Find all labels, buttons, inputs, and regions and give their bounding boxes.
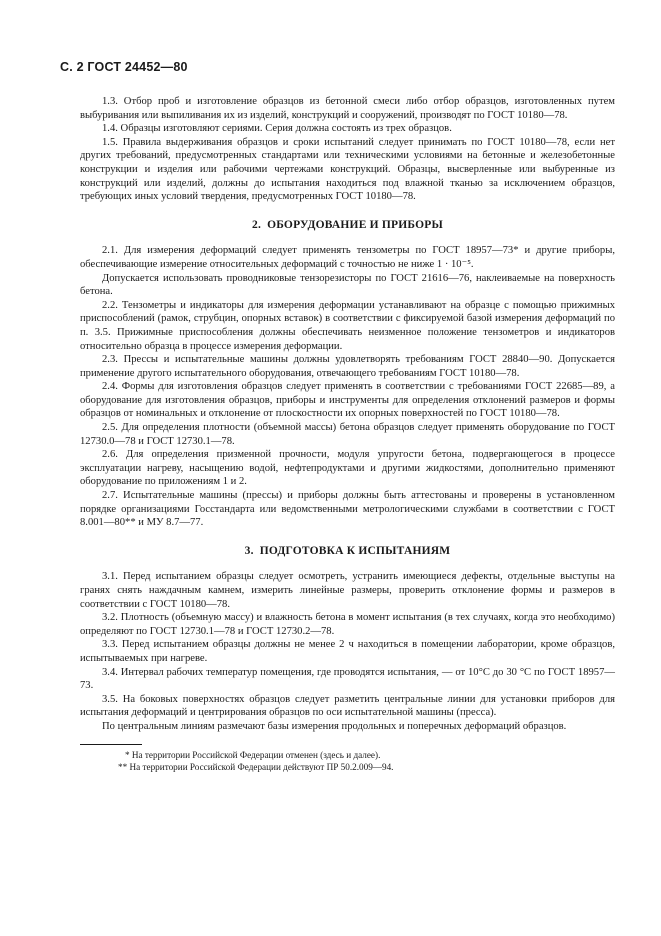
paragraph-2-3: 2.3. Прессы и испытательные машины должны удовлетворять требованиям ГОСТ 28840—90. Допускается применение другого испытательного оборудования, отвечающего требованиям ГОСТ 10180—78. xyxy=(80,354,615,379)
footnote-1: * На территории Российской Федерации отменен (здесь и далее). xyxy=(125,749,381,760)
paragraph-2-6: 2.6. Для определения призменной прочности, модуля упругости бетона, подвергающегося в процессе эксплуатации нагреву, насыщению водой, нефтепродуктами и другими жидкостями, дополнительно применяют оборудование по приложениям 1 и 2. xyxy=(80,449,615,488)
paragraph-3-2: 3.2. Плотность (объемную массу) и влажность бетона в момент испытания (в тех случаях, когда это необходимо) определяют по ГОСТ 12730.1—78 и ГОСТ 12730.2—78. xyxy=(80,612,615,637)
document-body xyxy=(80,95,615,773)
paragraph-2-1-note: Допускается использовать проводниковые тензорезисторы по ГОСТ 21616—76, наклеиваемые на поверхность бетона. xyxy=(80,272,615,298)
section-2-heading xyxy=(80,219,615,233)
paragraph-3-1: 3.1. Перед испытанием образцы следует осмотреть, устранить имеющиеся дефекты, отдельные выступы на гранях снять наждачным камнем, измерить линейные размеры, проверить отклонение формы и размеров в соответствии с ГОСТ 10180—78. xyxy=(80,571,615,610)
paragraph-1-4: 1.4. Образцы изготовляют сериями. Серия должна состоять из трех образцов. xyxy=(102,123,452,135)
section-3-number: 3. xyxy=(244,544,254,557)
paragraph-3-5-note: По центральным линиям размечают базы измерения продольных и поперечных деформаций образцов. xyxy=(102,720,567,732)
paragraph-3-3: 3.3. Перед испытанием образцы должны не менее 2 ч находиться в помещении лаборатории, кроме образцов, испытываемых при нагреве. xyxy=(80,639,615,664)
footnote-divider xyxy=(80,744,142,745)
paragraph-1-5: 1.5. Правила выдерживания образцов и сроки испытаний следует принимать по ГОСТ 10180—78, если нет других требований, предусмотренных стандартами или техническими условиями на бетонные и железобетонные конструкции и изделия или рабочими чертежами конструкций. Образцы, высверленные или выбуренные из конструкций или изделий, должны до испытания находиться под влажной тканью за исключением образцов, требующих иных условий твердения, предусмотренных ГОСТ 10180—78. xyxy=(80,136,615,203)
paragraph-2-5: 2.5. Для определения плотности (объемной массы) бетона образцов следует применять оборудование по ГОСТ 12730.0—78 и ГОСТ 12730.1—78. xyxy=(80,422,615,447)
paragraph-3-5: 3.5. На боковых поверхностях образцов следует разметить центральные линии для установки приборов для испытания деформаций и центрирования образцов по оси испытательной машины (пресса). xyxy=(80,693,615,719)
paragraph-1-3: 1.3. Отбор проб и изготовление образцов из бетонной смеси либо отбор образцов, изготовленных путем выбуривания или выпиливания их из изделий, конструкций и сооружений, производят по ГОСТ 10180—78. xyxy=(80,96,615,121)
paragraph-2-1: 2.1. Для измерения деформаций следует применять тензометры по ГОСТ 18957—73* и другие приборы, обеспечивающие измерение относительных деформаций с точностью не ниже 1 · 10⁻⁵. xyxy=(80,245,615,270)
section-2-number: 2. xyxy=(252,218,262,231)
section-2-title: ОБОРУДОВАНИЕ И ПРИБОРЫ xyxy=(267,218,443,231)
section-3-title: ПОДГОТОВКА К ИСПЫТАНИЯМ xyxy=(259,544,451,557)
paragraph-2-7: 2.7. Испытательные машины (прессы) и приборы должны быть аттестованы и проверены в установленном порядке организациями Госстандарта или ведомственными метрологическими службами в соответствии с ГОСТ 8.001—80** и МУ 8.7—77. xyxy=(80,490,615,529)
paragraph-2-2: 2.2. Тензометры и индикаторы для измерения деформации устанавливают на образце с помощью прижимных приспособлений (рамок, струбцин, опорных вставок) в соответствии с фиксируемой базой измерения деформаций по п. 3.5. Прижимные приспособления должны обеспечивать неизменное положение тензометров и индикаторов относительно образца в процессе измерения деформации. xyxy=(80,299,615,352)
paragraph-3-4: 3.4. Интервал рабочих температур помещения, где проводятся испытания, — от 10°С до 30 °С по ГОСТ 18957—73. xyxy=(80,666,615,692)
paragraph-2-4: 2.4. Формы для изготовления образцов следует применять в соответствии с требованиями ГОСТ 22685—89, а оборудование для изготовления образцов, приборы и инструменты для определения отклонений размеров и формы образцов от номинальных и отклонение от плоскостности их опорных поверхностей по ГОСТ 10180—78. xyxy=(80,381,615,420)
page-header: С. 2 ГОСТ 24452—80 xyxy=(60,60,188,74)
section-3-heading xyxy=(80,545,615,559)
footnote-2: ** На территории Российской Федерации действуют ПР 50.2.009—94. xyxy=(118,761,394,772)
